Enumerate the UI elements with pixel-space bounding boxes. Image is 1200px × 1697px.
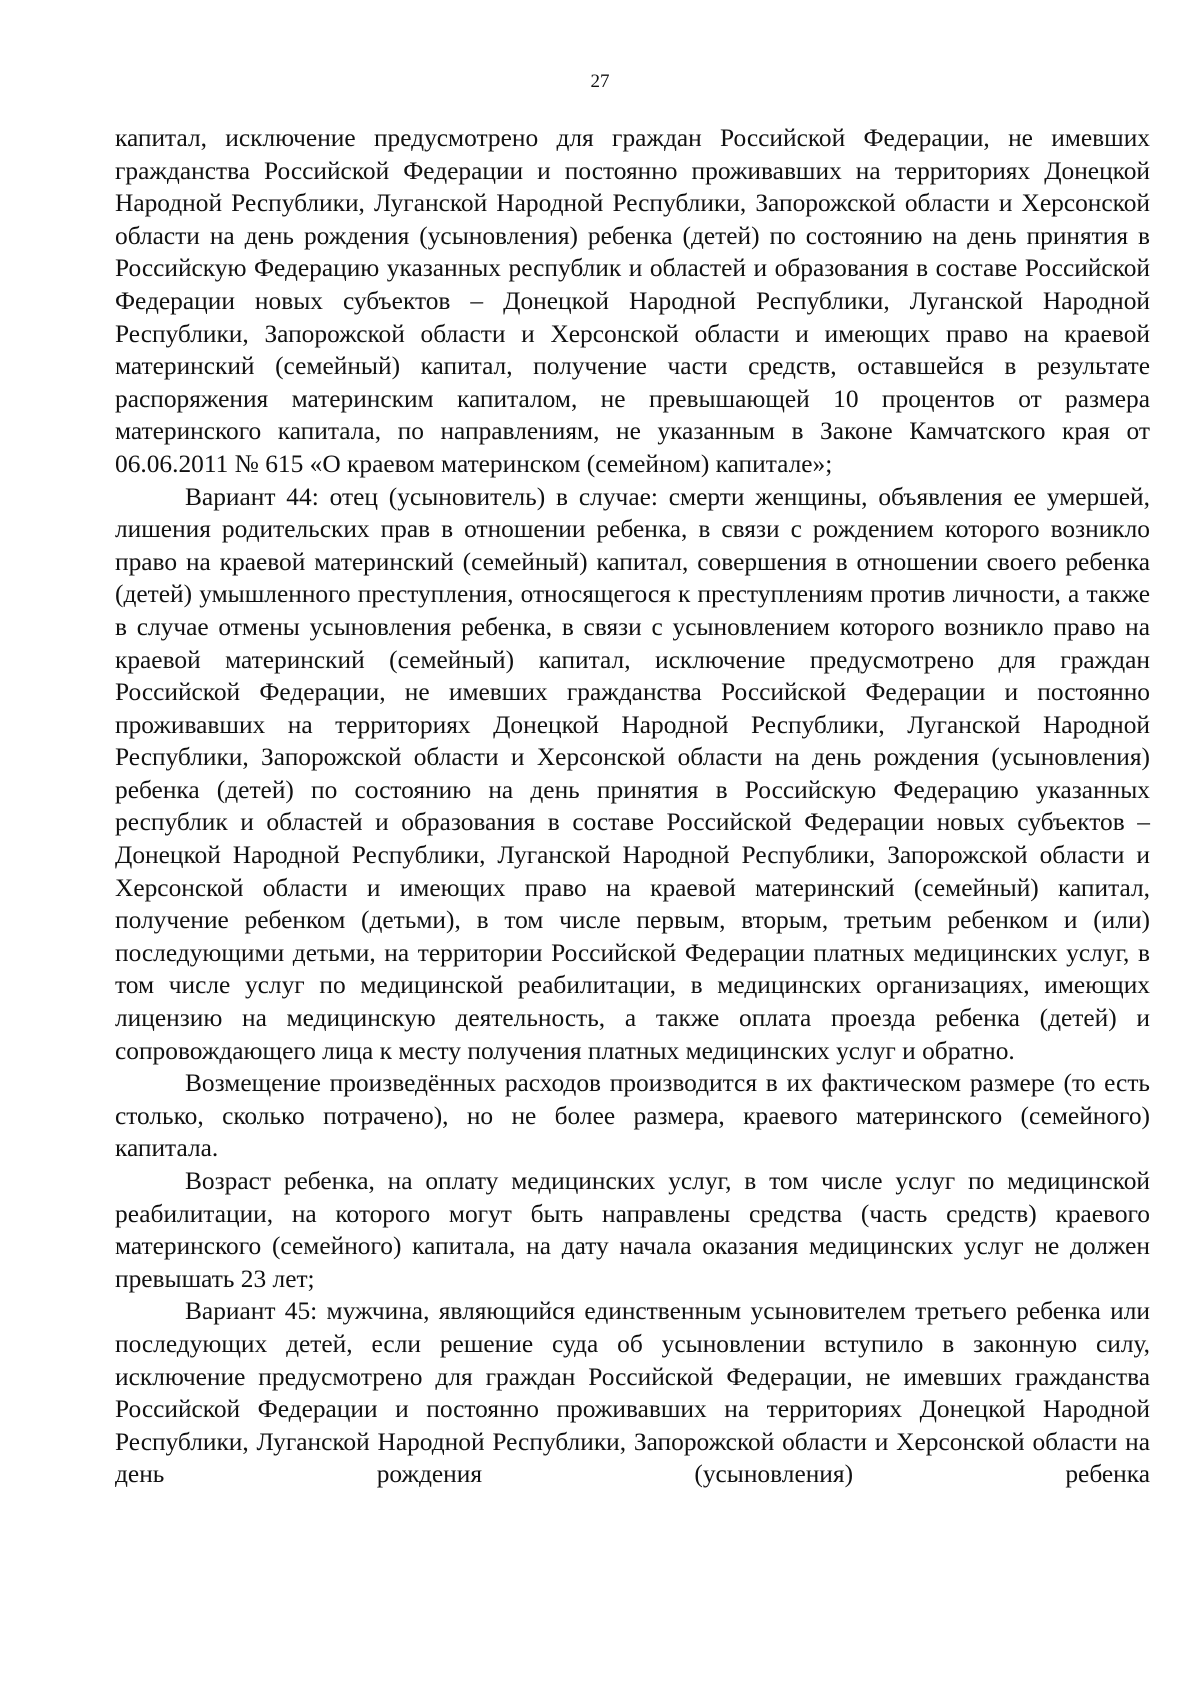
paragraph-variant-45: Вариант 45: мужчина, являющийся единственным усыновителем третьего ребенка или последующих детей, если решение суда об усыновлении вступило в законную силу, исключение предусмотрено для граждан Российской Федерации, не имевших гражданства Российской Федерации и постоянно проживавших на территориях Донецкой Народной Республики, Луганской Народной Республики, Запорожской области и Херсонской области на день рождения (усыновления) ребенка bbox=[115, 1297, 1150, 1489]
paragraph-child-age: Возраст ребенка, на оплату медицинских услуг, в том числе услуг по медицинской реабилитации, на которого могут быть направлены средства (часть средств) краевого материнского (семейного) капитала, на дату начала оказания медицинских услуг не должен превышать 23 лет; bbox=[115, 1167, 1150, 1293]
paragraph-continuation: капитал, исключение предусмотрено для граждан Российской Федерации, не имевших гражданства Российской Федерации и постоянно проживавших на территориях Донецкой Народной Республики, Луганской Народной Республики, Запорожской области и Херсонской области на день рождения (усыновления) ребенка (детей) по состоянию на день принятия в Российскую Федерацию указанных республик и областей и образования в составе Российской Федерации новых субъектов – Донецкой Народной Республики, Луганской Народной Республики, Запорожской области и Херсонской области и имеющих право на краевой материнский (семейный) капитал, получение части средств, оставшейся в результате распоряжения материнским капиталом, не превышающей 10 процентов от размера материнского капитала, по направлениям, не указанным в Законе Камчатского края от 06.06.2011 № 615 «О краевом материнском (семейном) капитале»; bbox=[115, 124, 1150, 478]
page-number: 27 bbox=[590, 71, 610, 92]
document-body bbox=[115, 122, 1150, 1491]
paragraph-reimbursement: Возмещение произведённых расходов производится в их фактическом размере (то есть столько, сколько потрачено), но не более размера, краевого материнского (семейного) капитала. bbox=[115, 1069, 1150, 1163]
paragraph-variant-44: Вариант 44: отец (усыновитель) в случае: смерти женщины, объявления ее умершей, лишения родительских прав в отношении ребенка, в связи с рождением которого возникло право на краевой материнский (семейный) капитал, совершения в отношении своего ребенка (детей) умышленного преступления, относящегося к преступлениям против личности, а также в случае отмены усыновления ребенка, в связи с усыновлением которого возникло право на краевой материнский (семейный) капитал, исключение предусмотрено для граждан Российской Федерации, не имевших гражданства Российской Федерации и постоянно проживавших на территориях Донецкой Народной Республики, Луганской Народной Республики, Запорожской области и Херсонской области на день рождения (усыновления) ребенка (детей) по состоянию на день принятия в Российскую Федерацию указанных республик и областей и образования в составе Российской Федерации новых субъектов – Донецкой Народной Республики, Луганской Народной Республики, Запорожской области и Херсонской области и имеющих право на краевой материнский (семейный) капитал, получение ребенком (детьми), в том числе первым, вторым, третьим ребенком и (или) последующими детьми, на территории Российской Федерации платных медицинских услуг, в том числе услуг по медицинской реабилитации, в медицинских организациях, имеющих лицензию на медицинскую деятельность, а также оплата проезда ребенка (детей) и сопровождающего лица к месту получения платных медицинских услуг и обратно. bbox=[115, 482, 1150, 1065]
